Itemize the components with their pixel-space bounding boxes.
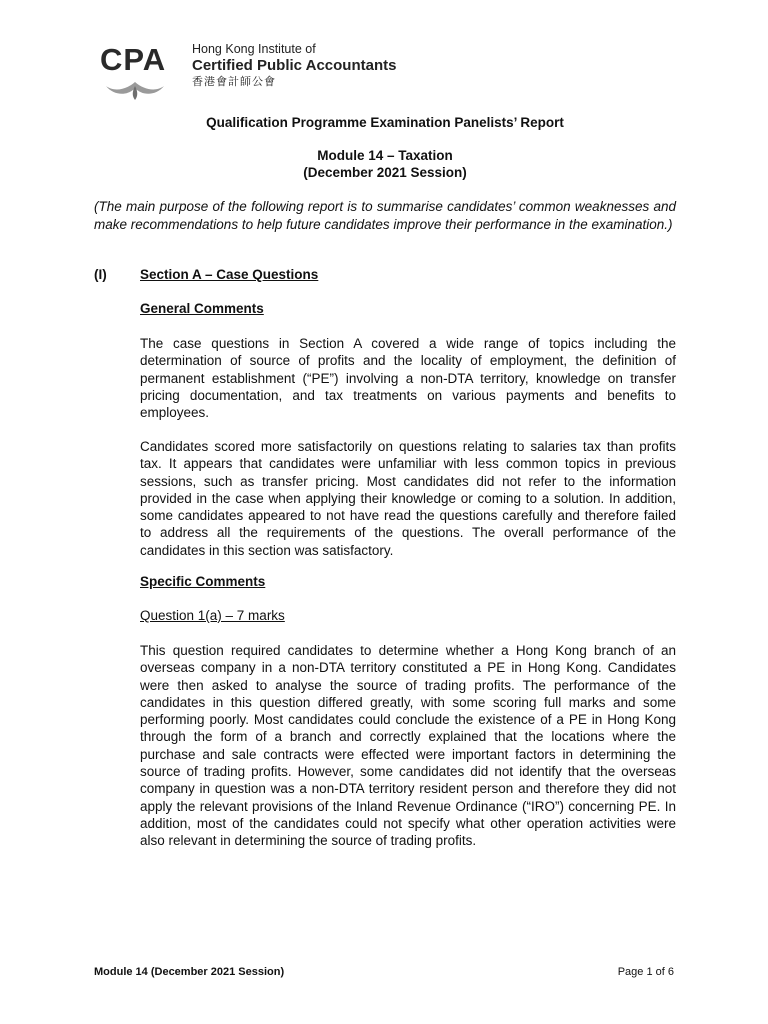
module-title: Module 14 – Taxation [317, 148, 453, 163]
specific-comments-heading: Specific Comments [140, 574, 266, 589]
logo-text [192, 43, 396, 88]
hkicpa-logo [100, 42, 400, 102]
section-title: Section A – Case Questions [140, 267, 319, 282]
org-name-chinese: 香港會計師公會 [192, 76, 276, 89]
logo-leaf-icon [106, 78, 164, 100]
intro-paragraph: (The main purpose of the following report is to summarise candidates’ common weaknesses and make recommendations to help future candidates improve their performance in the examination.) [94, 199, 676, 232]
session-title: (December 2021 Session) [303, 165, 467, 180]
general-paragraph-1: The case questions in Section A covered a wide range of topics including the determination of source of profits and the locality of employment, the definition of permanent establishment (“PE”) involving a non-DTA territory, knowledge on transfer pricing documentation, and tax treatments on various payments and benefits to employees. [140, 336, 676, 421]
org-name-line1: Hong Kong Institute of [192, 42, 316, 56]
org-name-line2: Certified Public Accountants [192, 56, 397, 74]
general-paragraph-2: Candidates scored more satisfactorily on questions relating to salaries tax than profits tax. It appears that candidates were unfamiliar with less common topics in previous sessions, such as transfer pricing. Most candidates did not refer to the information provided in the case when applying their knowledge or coming to a solution. In addition, some candidates appeared to not have read the questions carefully and therefore failed to address all the requirements of the questions. The overall performance of the candidates in this section was satisfactory. [140, 439, 676, 558]
cpa-logo-mark [100, 42, 172, 102]
footer-module: Module 14 (December 2021 Session) [94, 966, 285, 978]
logo-acronym: CPA [100, 42, 167, 77]
general-comments-heading: General Comments [140, 301, 264, 316]
footer-page-number: Page 1 of 6 [617, 966, 674, 978]
section-number: (I) [94, 267, 107, 282]
report-title: Qualification Programme Examination Panelists’ Report [206, 115, 564, 130]
question-paragraph-1: This question required candidates to determine whether a Hong Kong branch of an overseas company in a non-DTA territory constituted a PE in Hong Kong. Candidates were then asked to analyse the source of trading profits. The performance of the candidates in this question differed greatly, with some scoring full marks and some performing poorly. Most candidates could conclude the existence of a PE in Hong Kong through the form of a branch and correctly explained that the locations where the purchase and sale contracts were effected were important factors in determining the source of trading profits. However, some candidates did not identify that the overseas company in question was a non-DTA territory resident person and therefore they did not apply the relevant provisions of the Inland Revenue Ordinance (“IRO”) concerning PE. In addition, most of the candidates could not specify what other operation activities were also relevant in determining the source of trading profits. [140, 643, 676, 849]
question-heading: Question 1(a) – 7 marks [140, 608, 285, 623]
